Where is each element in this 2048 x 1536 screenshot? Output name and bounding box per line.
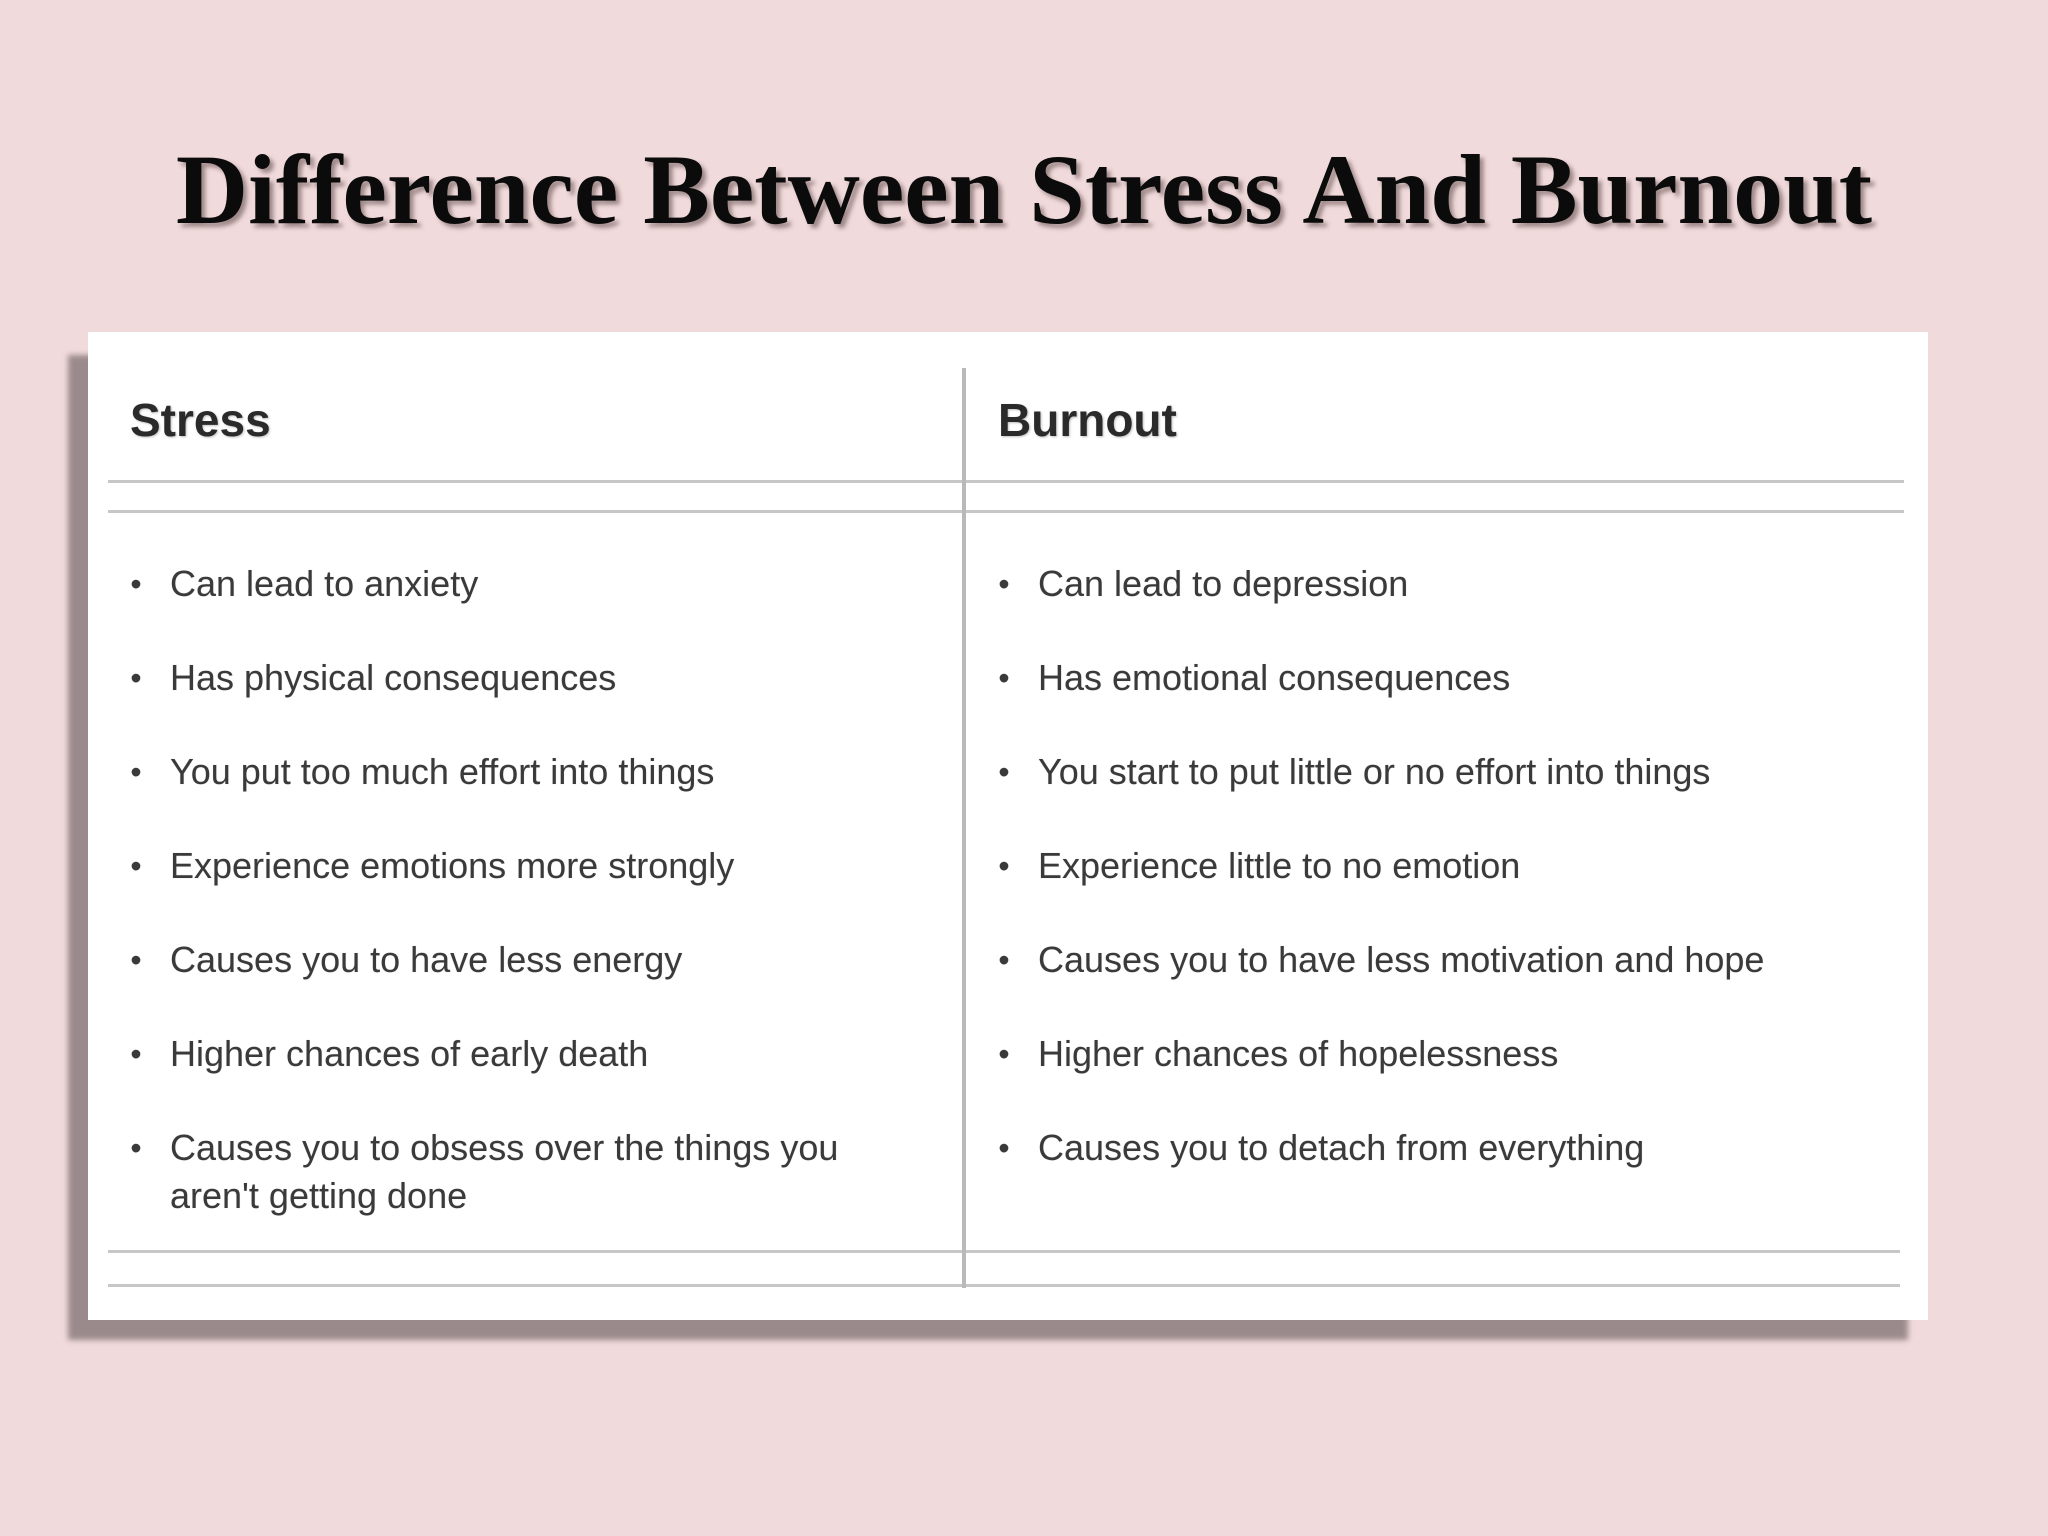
bullet-icon: • — [998, 660, 1010, 696]
bullet-icon: • — [998, 566, 1010, 602]
bullet-icon: • — [998, 942, 1010, 978]
list-item-text: Can lead to anxiety — [170, 563, 479, 604]
bullet-icon: • — [130, 1036, 142, 1072]
list-item-text: Has physical consequences — [170, 657, 617, 698]
column-header-burnout: Burnout — [998, 394, 1177, 446]
list-item-text: Higher chances of hopelessness — [1038, 1033, 1559, 1074]
list-item — [126, 842, 926, 936]
bullet-icon: • — [130, 660, 142, 696]
list-item — [994, 1124, 1894, 1218]
list-item-text: Causes you to have less motivation and hope — [1038, 939, 1765, 980]
list-item-text: Higher chances of early death — [170, 1033, 649, 1074]
list-item-text: Causes you to obsess over the things you aren't getting done — [170, 1127, 839, 1216]
list-item-text: You put too much effort into things — [170, 751, 715, 792]
footer-rule-top — [108, 1250, 1900, 1253]
bullet-icon: • — [130, 1130, 142, 1166]
list-item — [126, 560, 926, 654]
bullet-icon: • — [130, 942, 142, 978]
list-item-text: Experience little to no emotion — [1038, 845, 1521, 886]
list-item — [126, 1030, 926, 1124]
bullet-icon: • — [130, 754, 142, 790]
list-item-text: Has emotional consequences — [1038, 657, 1511, 698]
list-item-text: Causes you to detach from everything — [1038, 1127, 1645, 1168]
bullet-icon: • — [998, 848, 1010, 884]
header-rule-bottom — [108, 510, 1904, 513]
list-item — [126, 936, 926, 1030]
list-item — [994, 842, 1894, 936]
burnout-list — [994, 560, 1894, 1218]
list-item-text: Experience emotions more strongly — [170, 845, 735, 886]
bullet-icon: • — [130, 566, 142, 602]
list-item — [994, 748, 1894, 842]
header-rule-top — [108, 480, 1904, 483]
list-item — [126, 748, 926, 842]
bullet-icon: • — [998, 1130, 1010, 1166]
list-item-text: Can lead to depression — [1038, 563, 1409, 604]
column-divider — [962, 368, 966, 1288]
bullet-icon: • — [998, 754, 1010, 790]
list-item — [126, 1124, 890, 1234]
list-item-text: You start to put little or no effort into things — [1038, 751, 1711, 792]
bullet-icon: • — [998, 1036, 1010, 1072]
list-item — [994, 654, 1894, 748]
footer-rule-bottom — [108, 1284, 1900, 1287]
list-item-text: Causes you to have less energy — [170, 939, 683, 980]
list-item — [994, 1030, 1894, 1124]
list-item — [994, 936, 1894, 1030]
slide-title: Difference Between Stress And Burnout — [175, 134, 1873, 245]
stress-list — [126, 560, 926, 1234]
comparison-table — [88, 332, 1928, 1320]
list-item — [994, 560, 1894, 654]
list-item — [126, 654, 926, 748]
column-header-stress: Stress — [130, 394, 271, 446]
bullet-icon: • — [130, 848, 142, 884]
